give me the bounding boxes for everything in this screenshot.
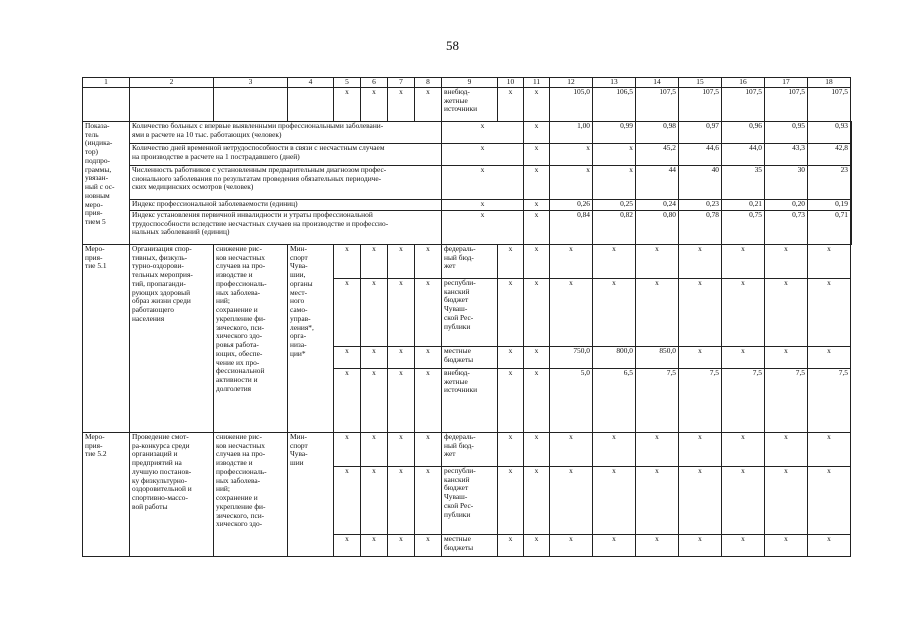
value-cell: x [593, 144, 636, 166]
code-cell: x [388, 347, 415, 369]
measure-executor: Мин- спорт Чува- шии [288, 433, 334, 557]
value-cell: x [524, 166, 550, 200]
value-cell: x [550, 433, 593, 467]
value-cell: 800,0 [593, 347, 636, 369]
empty-cell [214, 88, 288, 122]
value-cell [851, 144, 852, 166]
value-cell: x [550, 467, 593, 535]
value-cell: 0,78 [679, 211, 722, 245]
empty-cell [130, 88, 214, 122]
value-cell: 0,26 [550, 200, 593, 211]
funding-source: внебюд- жетные источники [442, 88, 498, 122]
value-cell: x [765, 245, 808, 279]
value-cell: x [442, 200, 524, 211]
value-cell: x [765, 433, 808, 467]
measure-52-row [83, 433, 852, 467]
column-number: 13 [593, 78, 636, 88]
value-cell: x [442, 211, 524, 245]
indicator-row [83, 122, 852, 144]
code-cell: x [361, 279, 388, 347]
value-cell: x [524, 245, 550, 279]
measure-label: Меро- прия- тие 5.1 [83, 245, 130, 433]
value-cell: 42,8 [808, 144, 851, 166]
code-cell: x [334, 279, 361, 347]
value-cell: x [636, 245, 679, 279]
funding-source: местные бюджеты [442, 535, 498, 557]
value-cell: x [722, 245, 765, 279]
value-cell: 0,80 [636, 211, 679, 245]
continuation-row [83, 88, 852, 122]
value-cell: 0,75 [722, 211, 765, 245]
value-cell: 7,5 [636, 369, 679, 433]
code-cell: x [388, 88, 415, 122]
value-cell: x [722, 535, 765, 557]
value-cell: x [524, 369, 550, 433]
code-cell: x [334, 88, 361, 122]
value-cell: 0,25 [593, 200, 636, 211]
column-number: 16 [722, 78, 765, 88]
value-cell: 750,0 [550, 347, 593, 369]
value-cell: 44,0 [722, 144, 765, 166]
code-cell: x [415, 88, 442, 122]
code-cell: x [388, 535, 415, 557]
value-cell: 0,82 [593, 211, 636, 245]
value-cell: 0,93 [808, 122, 851, 144]
value-cell: x [442, 144, 524, 166]
value-cell: 107,5 [808, 88, 851, 122]
value-cell: x [636, 433, 679, 467]
code-cell: x [388, 245, 415, 279]
column-number: 4 [288, 78, 334, 88]
value-cell: 107,5 [722, 88, 765, 122]
code-cell: x [361, 467, 388, 535]
value-cell: 45,2 [636, 144, 679, 166]
code-cell: x [415, 433, 442, 467]
measure-title: Проведение смот- ра-конкурса среди организаций и предприятий на лучшую постанов- ку физкультурно- оздоровительной и спортивно-массо- вой работы [130, 433, 214, 557]
indicator-row [83, 211, 852, 245]
value-cell: x [636, 535, 679, 557]
value-cell: x [498, 347, 524, 369]
value-cell: 107,5 [765, 88, 808, 122]
code-cell: x [415, 369, 442, 433]
page-number: 58 [446, 38, 459, 53]
value-cell: x [498, 279, 524, 347]
value-cell: x [593, 166, 636, 200]
value-cell: x [636, 467, 679, 535]
value-cell: x [498, 369, 524, 433]
code-cell: x [334, 369, 361, 433]
value-cell: 107,5 [679, 88, 722, 122]
measure-title: Организация спор- тивных, физкуль- турно-оздорови- тельных мероприя- тий, пропаганди- рующих здоровый образ жизни среди работающего населения [130, 245, 214, 433]
value-cell: x [722, 279, 765, 347]
funding-source: республи- канский бюджет Чуваш- ской Рес- публики [442, 467, 498, 535]
value-cell: 35 [722, 166, 765, 200]
indicator-name: Количество больных с впервые выявленными профессиональными заболевани- ями в расчете на 10 тыс. работающих (человек) [130, 122, 442, 144]
column-number: 12 [550, 78, 593, 88]
column-number: 1 [83, 78, 130, 88]
funding-source: федераль- ный бюд- жет [442, 245, 498, 279]
code-cell: x [334, 347, 361, 369]
value-cell: 0,23 [679, 200, 722, 211]
value-cell: x [808, 347, 851, 369]
column-number: 11 [524, 78, 550, 88]
value-cell: x [550, 144, 593, 166]
value-cell: x [808, 433, 851, 467]
value-cell: x [722, 347, 765, 369]
value-cell [851, 166, 852, 200]
value-cell: 7,5 [808, 369, 851, 433]
indicator-name: Численность работников с установленным предварительным диагнозом профес- сионального заболевания по результатам проведения обязательных периодиче- ских медицинских осмотров (человек) [130, 166, 442, 200]
value-cell: 44,6 [679, 144, 722, 166]
value-cell: 106,5 [593, 88, 636, 122]
indicator-row [83, 166, 852, 200]
value-cell: x [524, 279, 550, 347]
column-number: 5 [334, 78, 361, 88]
column-number: 7 [388, 78, 415, 88]
indicator-row [83, 144, 852, 166]
value-cell: 43,3 [765, 144, 808, 166]
value-cell: x [524, 433, 550, 467]
value-cell: x [593, 467, 636, 535]
value-cell: x [498, 467, 524, 535]
column-number: 3 [214, 78, 288, 88]
column-number: 2 [130, 78, 214, 88]
code-cell: x [361, 369, 388, 433]
value-cell: x [550, 279, 593, 347]
code-cell: x [361, 535, 388, 557]
value-cell: 0,97 [679, 122, 722, 144]
code-cell: x [415, 535, 442, 557]
program-table [82, 77, 852, 557]
value-cell: x [442, 122, 524, 144]
value-cell: x [593, 535, 636, 557]
value-cell: 40 [679, 166, 722, 200]
value-cell: 0,71 [808, 211, 851, 245]
indicator-row [83, 200, 852, 211]
column-number: 10 [498, 78, 524, 88]
value-cell: x [808, 245, 851, 279]
value-cell: x [524, 211, 550, 245]
value-cell: x [722, 433, 765, 467]
value-cell: x [808, 535, 851, 557]
value-cell: 0,20 [765, 200, 808, 211]
value-cell: x [679, 433, 722, 467]
column-number: 14 [636, 78, 679, 88]
column-number: 18 [808, 78, 851, 88]
funding-source: федераль- ный бюд- жет [442, 433, 498, 467]
measure-label: Меро- прия- тие 5.2 [83, 433, 130, 557]
value-cell: x [524, 144, 550, 166]
code-cell: x [388, 467, 415, 535]
value-cell: 105,0 [550, 88, 593, 122]
value-cell: 7,5 [722, 369, 765, 433]
value-cell: x [765, 535, 808, 557]
value-cell: x [498, 245, 524, 279]
code-cell: x [388, 369, 415, 433]
funding-source: республи- канский бюджет Чуваш- ской Рес- публики [442, 279, 498, 347]
value-cell [851, 211, 852, 245]
value-cell: x [765, 347, 808, 369]
code-cell: x [334, 433, 361, 467]
value-cell: x [524, 467, 550, 535]
value-cell: x [524, 535, 550, 557]
value-cell: x [808, 279, 851, 347]
value-cell [851, 122, 852, 144]
value-cell: x [679, 467, 722, 535]
code-cell: x [361, 245, 388, 279]
indicator-name: Индекс профессиональной заболеваемости (единиц) [130, 200, 442, 211]
value-cell: x [679, 245, 722, 279]
indicator-name: Индекс установления первичной инвалидности и утраты профессиональной трудоспособности вследствие несчастных случаев на производстве и профессио- нальных заболеваний (единиц) [130, 211, 442, 245]
value-cell: x [593, 279, 636, 347]
code-cell: x [334, 535, 361, 557]
value-cell: 7,5 [679, 369, 722, 433]
column-number: 8 [415, 78, 442, 88]
funding-source: внебюд- жетные источники [442, 369, 498, 433]
code-cell: x [388, 279, 415, 347]
value-cell: x [498, 433, 524, 467]
measure-executor: Мин- спорт Чува- шии, органы мест- ного само- управ- ления*, орга- низа- ции* [288, 245, 334, 433]
value-cell: x [498, 88, 524, 122]
code-cell: x [415, 467, 442, 535]
value-cell: 44 [636, 166, 679, 200]
value-cell: x [442, 166, 524, 200]
value-cell: x [524, 88, 550, 122]
column-number: 9 [442, 78, 498, 88]
value-cell: x [593, 433, 636, 467]
value-cell: 0,98 [636, 122, 679, 144]
code-cell: x [415, 245, 442, 279]
measure-51-row [83, 245, 852, 279]
value-cell: 0,95 [765, 122, 808, 144]
value-cell: x [550, 245, 593, 279]
value-cell: 850,0 [636, 347, 679, 369]
code-cell: x [388, 433, 415, 467]
value-cell: x [765, 467, 808, 535]
value-cell: 107,5 [636, 88, 679, 122]
code-cell: x [361, 433, 388, 467]
value-cell: x [524, 122, 550, 144]
measure-goal: снижение рис- ков несчастных случаев на про- изводстве и профессиональ- ных заболева- ний; сохранение и укрепление фи- зического, пси- хического здо- [214, 433, 288, 557]
value-cell: x [593, 245, 636, 279]
header-row [83, 78, 852, 88]
value-cell: 5,0 [550, 369, 593, 433]
code-cell: x [415, 279, 442, 347]
value-cell: x [679, 535, 722, 557]
empty-cell [288, 88, 334, 122]
value-cell: 0,19 [808, 200, 851, 211]
value-cell: 23 [808, 166, 851, 200]
column-number: 15 [679, 78, 722, 88]
code-cell: x [334, 467, 361, 535]
value-cell: 0,24 [636, 200, 679, 211]
code-cell: x [415, 347, 442, 369]
funding-source: местные бюджеты [442, 347, 498, 369]
value-cell [851, 200, 852, 211]
value-cell: x [636, 279, 679, 347]
value-cell: x [679, 347, 722, 369]
code-cell: x [334, 245, 361, 279]
column-number: 17 [765, 78, 808, 88]
value-cell: 1,00 [550, 122, 593, 144]
code-cell: x [361, 88, 388, 122]
empty-cell [83, 88, 130, 122]
measure-goal: снижение рис- ков несчастных случаев на про- изводстве и профессиональ- ных заболева- ний; сохранение и укрепление фи- зического, пси- хического здо- ровья работа- ющих, обеспе- чение их про- фессиональной активности и долголетия [214, 245, 288, 433]
value-cell: x [679, 279, 722, 347]
indicator-name: Количество дней временной нетрудоспособности в связи с несчастным случаем на производстве в расчете на 1 пострадавшего (дней) [130, 144, 442, 166]
value-cell: 7,5 [765, 369, 808, 433]
value-cell: x [550, 166, 593, 200]
value-cell: x [524, 200, 550, 211]
value-cell: x [765, 279, 808, 347]
value-cell: 30 [765, 166, 808, 200]
value-cell: 0,84 [550, 211, 593, 245]
value-cell: x [550, 535, 593, 557]
value-cell: x [498, 535, 524, 557]
value-cell: 0,21 [722, 200, 765, 211]
column-number: 6 [361, 78, 388, 88]
value-cell: x [722, 467, 765, 535]
indicator-label: Показа- тель (индика- тор) подпро- граммы, увязан- ный с ос- новным меро- прия- тием 5 [83, 122, 130, 245]
value-cell: x [524, 347, 550, 369]
value-cell: 0,73 [765, 211, 808, 245]
value-cell: 0,99 [593, 122, 636, 144]
code-cell: x [361, 347, 388, 369]
value-cell: 0,96 [722, 122, 765, 144]
value-cell: x [808, 467, 851, 535]
value-cell: 6,5 [593, 369, 636, 433]
